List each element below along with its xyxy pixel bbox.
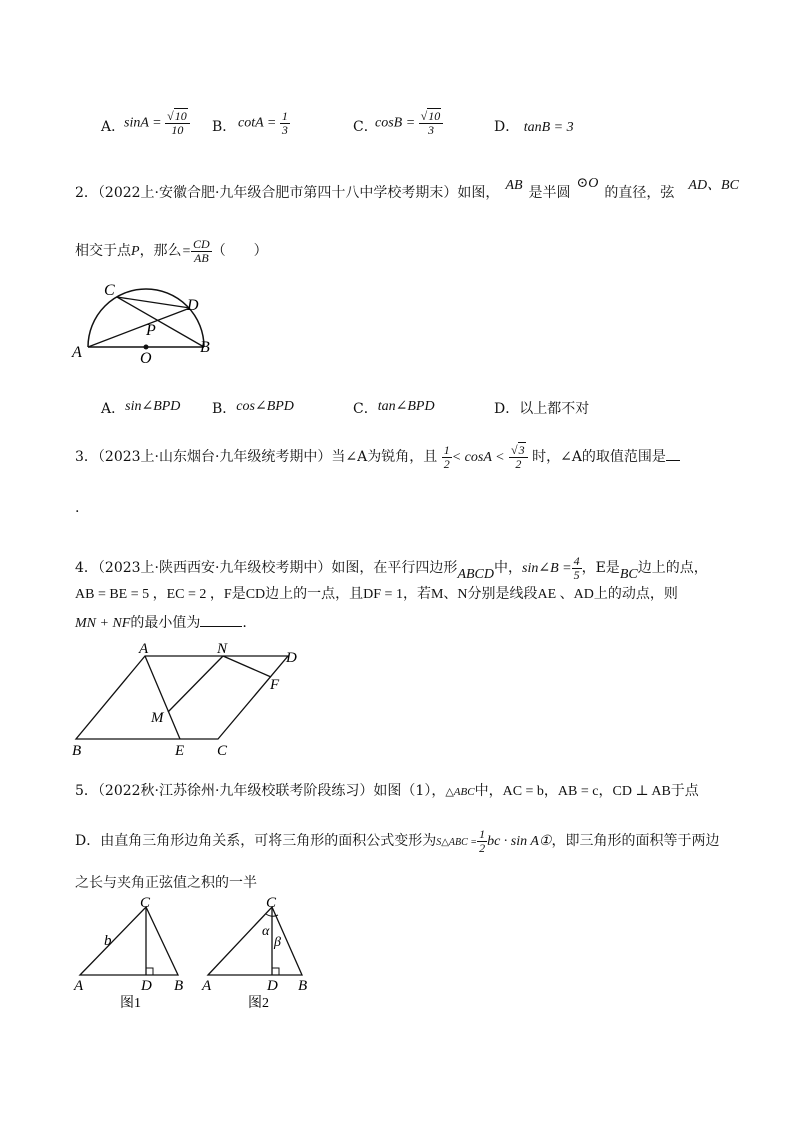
label-beta: β <box>274 935 281 950</box>
frac-four-fifths <box>572 555 582 581</box>
frac-num: 10 <box>174 109 187 123</box>
center-dot <box>144 345 149 350</box>
label-b-side: b <box>104 933 112 949</box>
q5-stem-line1 <box>75 780 699 800</box>
q2-stem-text: 2．（2022上·安徽合肥·九年级合肥市第四十八中学校考期末）如图， <box>75 185 500 201</box>
label-d: D <box>286 650 297 666</box>
chord-ad <box>88 308 190 347</box>
formula: tanB = 3 <box>523 120 574 135</box>
q4-stem-text: 的最小值为 <box>130 615 201 631</box>
label-d: D <box>187 297 199 314</box>
option-text: cos∠BPD <box>236 399 294 414</box>
q2-stem-text: 是半圆 <box>528 185 571 201</box>
q5-stem-text: 5．（2022秋·江苏徐州·九年级校联考阶段练习）如图（1）， <box>75 783 446 799</box>
frac-num: 10 <box>428 109 441 123</box>
label-n: N <box>217 641 228 657</box>
parallelogram-abcd: ABCD <box>457 567 494 583</box>
answer-blank[interactable] <box>200 626 242 627</box>
q1-option-c[interactable] <box>353 116 378 136</box>
option-label: A． <box>101 119 126 135</box>
frac-den: AB <box>194 250 209 265</box>
segment-bc: BC <box>619 567 638 583</box>
q3-dot: . <box>75 500 80 516</box>
area-s-abc: S△ABC = <box>436 837 478 849</box>
frac-den: 2 <box>515 456 522 471</box>
q3-stem <box>75 444 680 470</box>
label-o: O <box>140 350 152 367</box>
triangle-abc: △ABC <box>445 786 475 798</box>
q2-stem-text: 相交于点 <box>75 243 131 260</box>
frac-den: 3 <box>281 122 288 137</box>
q2-options <box>101 398 661 418</box>
sin-b: sin∠B = <box>522 561 572 577</box>
option-label: B． <box>212 119 237 135</box>
label-a: A <box>74 978 84 994</box>
right-angle-mark <box>146 968 153 975</box>
q4-stem-text: 边上的点， <box>637 560 708 577</box>
label-c: C <box>140 895 151 911</box>
q4-stem-text: . <box>242 615 247 631</box>
frac-den: 3 <box>427 122 434 137</box>
frac-den: 10 <box>171 122 184 137</box>
segment-ae <box>145 656 180 739</box>
option-text: 以上都不对 <box>519 401 590 417</box>
answer-blank[interactable] <box>666 460 680 461</box>
label-p: P <box>146 322 156 339</box>
q1-option-a[interactable] <box>101 116 125 136</box>
option-label: C． <box>353 401 378 417</box>
q5-figure-2 <box>190 895 320 1015</box>
q4-stem-line2 <box>75 583 678 603</box>
chords-ad-bc: AD、BC <box>688 178 739 193</box>
q1-c-formula: cosB = $\frac{√10}{3}$ <box>375 110 443 136</box>
q1-a-formula: sinA = $\frac{√10}{10}$ <box>124 110 190 136</box>
option-label: C． <box>353 119 378 135</box>
frac-root3-over-2: $\frac{√3}{2}$ <box>509 444 528 470</box>
option-label: A． <box>101 401 126 417</box>
q1-b-formula <box>238 110 290 136</box>
cos-inequality: < cosA < <box>451 450 505 466</box>
label-e: E <box>175 743 185 759</box>
q2-option-a[interactable] <box>101 398 180 418</box>
label-d: D <box>267 978 278 994</box>
ratio-cd-ab <box>191 238 212 264</box>
label-a: A <box>72 344 82 361</box>
option-text: sin∠BPD <box>125 399 181 414</box>
segment-mn <box>168 656 223 712</box>
frac-den: 2 <box>443 456 450 471</box>
label-f: F <box>270 677 280 693</box>
point-p: P <box>131 244 140 260</box>
triangle <box>80 907 178 975</box>
label-d: D <box>141 978 152 994</box>
label-a: A <box>202 978 212 994</box>
label-alpha: α <box>262 924 270 939</box>
label-c: C <box>266 895 277 911</box>
q2-option-d[interactable] <box>494 398 589 418</box>
q5-figure-1 <box>60 895 190 1015</box>
frac-num: 3 <box>518 443 525 457</box>
q2-stem-line1 <box>75 176 739 202</box>
q5-stem-line3: 之长与夹角正弦值之积的一半 <box>75 875 257 891</box>
frac-den: 5 <box>573 567 580 582</box>
q4-stem-text: 4．（2023上·陕西西安·九年级校考期中）如图，在平行四边形 <box>75 560 458 577</box>
triangle <box>208 907 302 975</box>
q1-option-b[interactable] <box>212 116 236 136</box>
option-label: D． <box>494 401 520 417</box>
q4-figure-parallelogram <box>60 640 320 760</box>
segment-nf <box>223 656 271 677</box>
label-b: B <box>174 978 184 994</box>
option-text: tan∠BPD <box>377 399 435 414</box>
frac-den: 2 <box>479 840 486 855</box>
q4-stem-text: 中， <box>494 560 522 577</box>
q4-stem-text: AB = BE = 5 ，EC = 2 ，F是CD边上的一点，且DF = 1，若M、N分别是线段AE 、AD上的动点，则 <box>75 587 678 602</box>
answer-paren: （ ） <box>211 243 268 260</box>
frac-num: 1 <box>443 443 450 457</box>
q2-figure-semicircle <box>60 275 230 370</box>
caption: 图1 <box>120 996 141 1011</box>
q2-stem-text: ，那么 <box>139 243 182 260</box>
q2-stem-text: 的直径，弦 <box>604 185 675 201</box>
label-c: C <box>217 743 228 759</box>
formula-lhs: sinA = <box>124 115 162 131</box>
frac-num: 4 <box>573 554 580 568</box>
area-formula-tail: bc · sin A① <box>487 834 552 850</box>
label-m: M <box>151 710 164 726</box>
frac-num: 1 <box>281 109 288 123</box>
q4-stem-text: ，E是 <box>581 560 620 577</box>
q2-option-c[interactable] <box>353 398 435 418</box>
option-label: B． <box>212 401 237 417</box>
q4-stem-line1 <box>75 555 708 581</box>
formula-lhs: cosB = <box>375 115 416 131</box>
label-c: C <box>104 282 115 299</box>
q5-stem-line2 <box>75 828 719 854</box>
q2-stem-line2: 相交于点P，那么= $\frac{CD}{AB}$ （ ） <box>75 237 268 265</box>
option-label: D． <box>494 119 520 135</box>
frac-num: CD <box>193 237 210 251</box>
label-b: B <box>200 339 210 356</box>
q5-stem-text: ，即三角形的面积等于两边 <box>551 833 720 850</box>
q4-stem-line3 <box>75 612 247 632</box>
caption: 图2 <box>248 996 269 1011</box>
expr-mn-nf: MN + NF <box>75 616 131 631</box>
label-b: B <box>72 743 82 759</box>
label-b: B <box>298 978 308 994</box>
q1-option-d[interactable] <box>494 116 574 136</box>
q3-stem-text: 时，∠A的取值范围是 <box>532 449 666 466</box>
q5-stem-text: D．由直角三角形边角关系，可将三角形的面积公式变形为 <box>75 833 437 850</box>
circle-o: ⊙O <box>576 176 599 191</box>
frac-one-half <box>442 444 452 470</box>
label-a: A <box>139 641 149 657</box>
q3-stem-text: 3．（2023上·山东烟台·九年级统考期中）当∠A为锐角，且 <box>75 449 438 466</box>
segment-ab: AB <box>505 178 523 193</box>
q2-option-b[interactable] <box>212 398 294 418</box>
frac-one-half <box>477 828 487 854</box>
frac-num: 1 <box>479 827 486 841</box>
right-angle-mark <box>272 968 279 975</box>
formula-lhs: cotA = <box>238 115 277 131</box>
q5-stem-text: 中，AC = b，AB = c，CD ⊥ AB于点 <box>474 784 699 799</box>
